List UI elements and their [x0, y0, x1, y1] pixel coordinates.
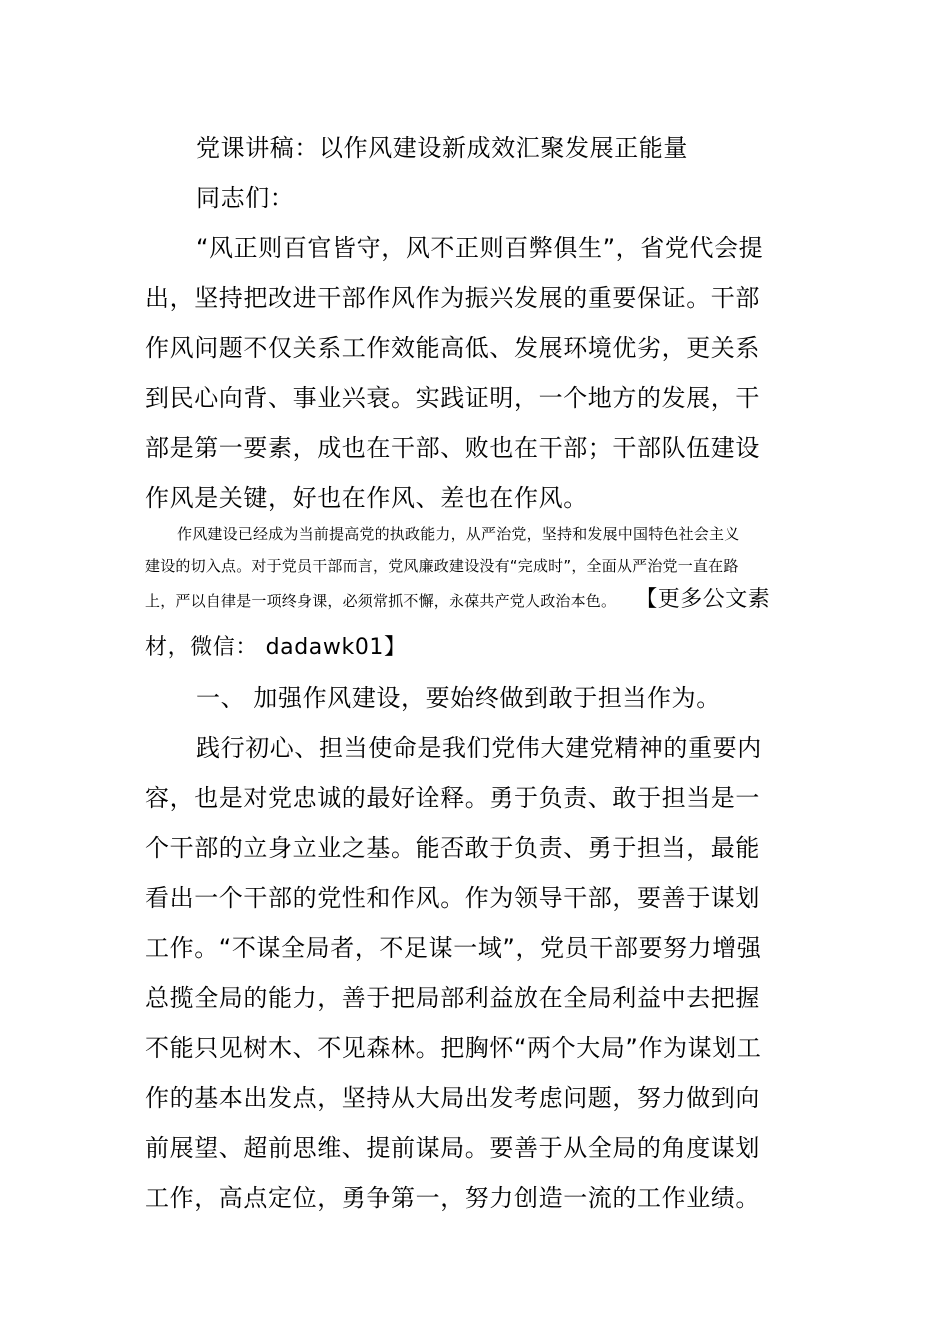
paragraph-line: 部是第一要素，成也在干部、败也在干部；干部队伍建设 [145, 434, 760, 462]
small-paragraph-line: 作风建设已经成为当前提高党的执政能力，从严治党，坚持和发展中国特色社会主义 [177, 525, 740, 543]
small-paragraph-text: 上，严以自律是一项终身课，必须常抓不懈，永葆共产党人政治本色。 [145, 592, 617, 610]
paragraph-line: 作风问题不仅关系工作效能高低、发展环境优劣，更关系 [145, 334, 760, 362]
small-paragraph-line: 建设的切入点。对于党员干部而言，党风廉政建设没有“完成时”，全面从严治党一直在路 [145, 557, 739, 575]
promo-text: 【更多公文素 [635, 587, 771, 612]
paragraph-line: 工作，高点定位，勇争第一，努力创造一流的工作业绩。 [145, 1184, 760, 1212]
paragraph-line: 前展望、超前思维、提前谋局。要善于从全局的角度谋划 [145, 1134, 760, 1162]
paragraph-line: 看出一个干部的党性和作风。作为领导干部，要善于谋划 [145, 884, 760, 912]
promo-text-continued: 材，微信： dadawk01】 [145, 635, 407, 660]
paragraph-line: 总揽全局的能力，善于把局部利益放在全局利益中去把握 [145, 984, 760, 1012]
salutation: 同志们： [196, 184, 295, 212]
document-title: 党课讲稿：以作风建设新成效汇聚发展正能量 [196, 134, 688, 162]
paragraph-line: “风正则百官皆守，风不正则百弊俱生”，省党代会提 [196, 234, 764, 262]
paragraph-line: 到民心向背、事业兴衰。实践证明，一个地方的发展，干 [145, 384, 760, 412]
paragraph-line: 工作。“不谋全局者，不足谋一域”，党员干部要努力增强 [145, 934, 762, 962]
paragraph-line: 出，坚持把改进干部作风作为振兴发展的重要保证。干部 [145, 284, 760, 312]
section-heading: 一、 加强作风建设，要始终做到敢于担当作为。 [196, 684, 721, 712]
paragraph-line: 不能只见树木、不见森林。把胸怀“两个大局”作为谋划工 [145, 1034, 762, 1062]
paragraph-line: 作风是关键，好也在作风、差也在作风。 [145, 484, 588, 512]
small-paragraph-line [145, 587, 771, 612]
paragraph-line: 容，也是对党忠诚的最好诠释。勇于负责、敢于担当是一 [145, 784, 760, 812]
paragraph-line: 作的基本出发点，坚持从大局出发考虑问题，努力做到向 [145, 1084, 760, 1112]
paragraph-line: 践行初心、担当使命是我们党伟大建党精神的重要内 [196, 734, 762, 762]
paragraph-line: 个干部的立身立业之基。能否敢于负责、勇于担当，最能 [145, 834, 760, 862]
